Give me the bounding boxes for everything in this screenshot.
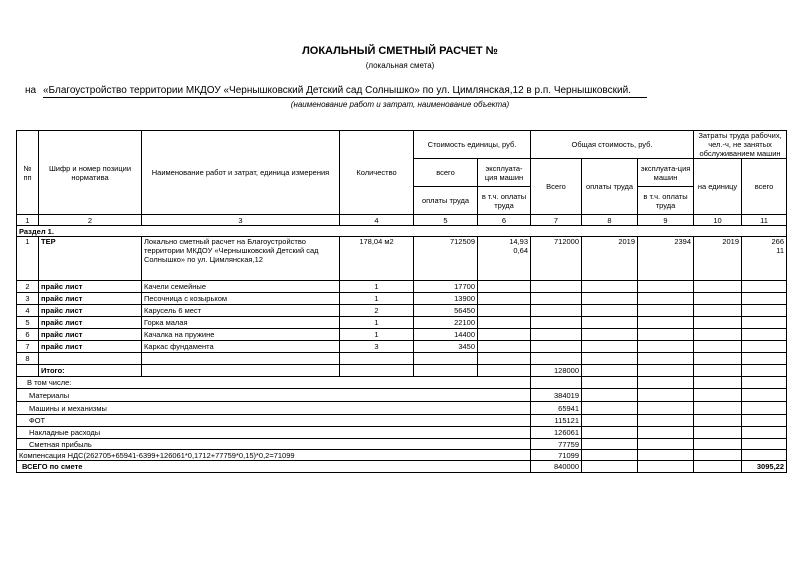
grand-total-row (17, 461, 787, 473)
table-row (17, 305, 787, 317)
row-num: 5 (17, 317, 39, 329)
col-number: 6 (478, 215, 531, 226)
row-qty: 3 (340, 341, 414, 353)
breakdown-row (17, 427, 787, 439)
row-price: 13900 (414, 293, 478, 305)
header-labor-total: всего (742, 159, 787, 215)
itogo-value: 128000 (531, 365, 582, 377)
object-caption: (наименование работ и затрат, наименование объекта) (290, 100, 510, 109)
row-total-ekspl: 2394 (638, 237, 694, 281)
row-labor (742, 237, 787, 281)
row-price: 3450 (414, 341, 478, 353)
header-unit-ekspl: эксплуата-ция машин (478, 159, 531, 187)
row-code (39, 353, 142, 365)
col-number: 10 (694, 215, 742, 226)
row-total-ekspl-labor: 2019 (694, 237, 742, 281)
header-unit-cost: Стоимость единицы, руб. (414, 131, 531, 159)
row-num: 4 (17, 305, 39, 317)
breakdown-label: Сметная прибыль (17, 439, 531, 450)
row-name: Локально сметный расчет на Благоустройство территории МКДОУ «Чернышковский Детский сад Солнышко» по ул. Цимлянская,12 (142, 237, 340, 281)
header-unit-ekspl-labor: в т.ч. оплаты труда (478, 187, 531, 215)
breakdown-label: ФОТ (17, 415, 531, 427)
row-labor-unit: 266 (771, 237, 785, 246)
row-code: прайс лист (39, 329, 142, 341)
col-number: 1 (17, 215, 39, 226)
table-row (17, 293, 787, 305)
col-number: 5 (414, 215, 478, 226)
col-number: 7 (531, 215, 582, 226)
document-subtitle: (локальная смета) (365, 61, 435, 70)
header-labor: Затраты труда рабочих, чел.-ч, не занятых обслуживанием машин (694, 131, 787, 159)
row-num: 1 (17, 237, 39, 281)
row-unit-total: 712509 (414, 237, 478, 281)
row-code: прайс лист (39, 305, 142, 317)
row-num: 6 (17, 329, 39, 341)
table-row (17, 237, 787, 281)
row-qty: 1 (340, 293, 414, 305)
row-code: прайс лист (39, 293, 142, 305)
row-code: прайс лист (39, 281, 142, 293)
row-qty: 2 (340, 305, 414, 317)
header-total-ekspl-labor: в т.ч. оплаты труда (638, 187, 694, 215)
breakdown-value: 65941 (531, 402, 582, 415)
row-name (142, 353, 340, 365)
row-name: Карусель 6 мест (142, 305, 340, 317)
table-row (17, 329, 787, 341)
col-number: 3 (142, 215, 340, 226)
row-qty (340, 353, 414, 365)
row-code: прайс лист (39, 341, 142, 353)
header-labor-unit: на единицу (694, 159, 742, 215)
header-total-vsego: Всего (531, 159, 582, 215)
row-labor-total: 11 (776, 246, 785, 255)
grand-total-labor: 3095,22 (742, 461, 787, 473)
row-price (414, 353, 478, 365)
header-unit-labor: оплаты труда (414, 187, 478, 215)
header-total-labor: оплаты труда (582, 159, 638, 215)
row-price: 14400 (414, 329, 478, 341)
breakdown-value: 126061 (531, 427, 582, 439)
row-name: Качалка на пружине (142, 329, 340, 341)
section-label: Раздел 1. (17, 226, 787, 237)
header-qty: Количество (340, 131, 414, 215)
grand-total-label: ВСЕГО по смете (17, 461, 531, 473)
col-number: 11 (742, 215, 787, 226)
row-code: прайс лист (39, 317, 142, 329)
row-num: 3 (17, 293, 39, 305)
breakdown-value: 115121 (531, 415, 582, 427)
nds-row (17, 450, 787, 461)
row-total-labor: 2019 (582, 237, 638, 281)
header-total-ekspl: эксплуата-ция машин (638, 159, 694, 187)
grand-total-value: 840000 (531, 461, 582, 473)
estimate-table (16, 130, 787, 473)
row-code: ТЕР (39, 237, 142, 281)
breakdown-value: 384019 (531, 389, 582, 402)
row-num: 2 (17, 281, 39, 293)
row-unit-ekspl-value: 14,93 (509, 237, 529, 246)
breakdown-value: 77759 (531, 439, 582, 450)
row-unit-ekspl-labor-value: 0,64 (513, 246, 529, 255)
row-name: Песочница с козырьком (142, 293, 340, 305)
header-total-cost: Общая стоимость, руб. (531, 131, 694, 159)
breakdown-row (17, 402, 787, 415)
row-qty: 1 (340, 281, 414, 293)
column-numbers-row (17, 215, 787, 226)
table-row (17, 281, 787, 293)
nds-label: Компенсация НДС(262705+65941-6399+126061*0,1712+77759*0,15)*0,2=71099 (17, 450, 531, 461)
col-number: 4 (340, 215, 414, 226)
row-name: Каркас фундамента (142, 341, 340, 353)
breakdown-row (17, 389, 787, 402)
row-total: 712000 (531, 237, 582, 281)
row-qty: 1 (340, 317, 414, 329)
header-num: № пп (17, 131, 39, 215)
nds-value: 71099 (531, 450, 582, 461)
row-name: Качели семейные (142, 281, 340, 293)
row-qty: 1 (340, 329, 414, 341)
row-qty: 178,04 м2 (340, 237, 414, 281)
row-name: Горка малая (142, 317, 340, 329)
breakdown-label: Материалы (17, 389, 531, 402)
itogo-row (17, 365, 787, 377)
row-price: 22100 (414, 317, 478, 329)
breakdown-label: Накладные расходы (17, 427, 531, 439)
row-num: 7 (17, 341, 39, 353)
col-number: 9 (638, 215, 694, 226)
header-unit-vsego: всего (414, 159, 478, 187)
row-price: 17700 (414, 281, 478, 293)
itogo-label: Итого: (39, 365, 142, 377)
table-row (17, 317, 787, 329)
header-name: Наименование работ и затрат, единица измерения (142, 131, 340, 215)
row-unit-ekspl (478, 237, 531, 281)
table-row (17, 341, 787, 353)
breakdown-row (17, 415, 787, 427)
header-code: Шифр и номер позиции норматива (39, 131, 142, 215)
table-row (17, 353, 787, 365)
breakdown-row (17, 439, 787, 450)
col-number: 8 (582, 215, 638, 226)
row-num: 8 (17, 353, 39, 365)
row-price: 56450 (414, 305, 478, 317)
na-label: на (25, 85, 37, 96)
col-number: 2 (39, 215, 142, 226)
in-total-label: В том числе: (17, 377, 531, 389)
document-title: ЛОКАЛЬНЫЙ СМЕТНЫЙ РАСЧЕТ № (302, 45, 498, 57)
object-name: «Благоустройство территории МКДОУ «Чернышковский Детский сад Солнышко» по ул. Цимлянская,12 в р.п. Чернышковский. (43, 85, 647, 98)
breakdown-label: Машины и механизмы (17, 402, 531, 415)
